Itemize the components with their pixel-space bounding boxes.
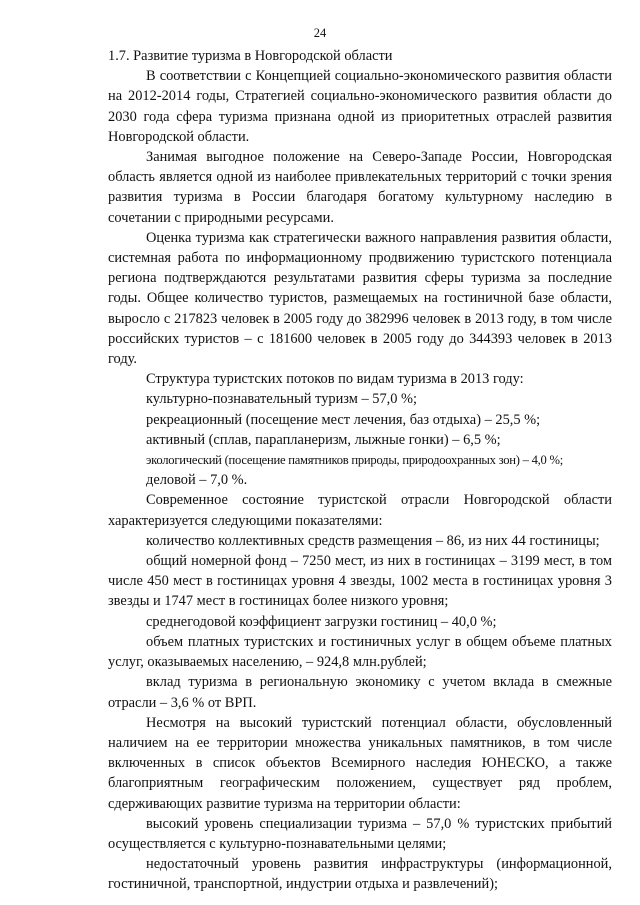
state-intro: Современное состояние туристской отрасли Новгородской области характеризуется следующими показателями:	[108, 492, 612, 529]
paragraph-assessment: Оценка туризма как стратегически важного направления развития области, системная работа по информационному продвижению туристского потенциала региона подтверждаются результатами развития сферы туризма за последние годы. Общее количество туристов, размещаемых на гостиничной базе области, выросло с 217823 человек в 2005 году до 382996 человек в 2013 году, в том числе российских туристов – с 181600 человек в 2005 году до 344393 человек в 2013 году.	[108, 229, 612, 368]
problem-item: недостаточный уровень развития инфраструктуры (информационной, гостиничной, транспортной, индустрии отдыха и развлечений);	[108, 856, 612, 893]
structure-item: активный (сплав, парапланеризм, лыжные гонки) – 6,5 %;	[146, 431, 501, 448]
structure-item: рекреационный (посещение мест лечения, баз отдыха) – 25,5 %;	[146, 411, 541, 428]
structure-item: культурно-познавательный туризм – 57,0 %;	[146, 391, 418, 408]
page-number: 24	[313, 26, 327, 40]
structure-item: экологический (посещение памятников природы, природоохранных зон) – 4,0 %;	[146, 453, 563, 468]
structure-item: деловой – 7,0 %.	[146, 472, 248, 489]
problems-intro: Несмотря на высокий туристский потенциал области, обусловленный наличием на ее территории множества уникальных памятников, в том числе включенных в список объектов Всемирного наследия ЮНЕСКО, а также благоприятным географическим положением, существует ряд проблем, сдерживающих развитие туризма на территории области:	[108, 714, 612, 812]
state-item: количество коллективных средств размещения – 86, из них 44 гостиницы;	[146, 532, 600, 549]
document-body	[108, 46, 612, 895]
state-item: вклад туризма в региональную экономику с учетом вклада в смежные отрасли – 3,6 % от ВРП.	[108, 674, 612, 711]
state-item: объем платных туристских и гостиничных услуг в общем объеме платных услуг, оказываемых населению, – 924,8 млн.рублей;	[108, 633, 612, 671]
state-item: общий номерной фонд – 7250 мест, из них в гостиницах – 3199 мест, в том числе 450 мест в гостиницах уровня 4 звезды, 1002 места в гостиницах уровня 3 звезды и 1747 мест в гостиницах более низкого уровня;	[108, 553, 612, 610]
problem-item: высокий уровень специализации туризма – 57,0 % туристских прибытий осуществляется с культурно-познавательными целями;	[108, 815, 612, 852]
structure-intro: Структура туристских потоков по видам туризма в 2013 году:	[146, 371, 524, 388]
paragraph-concept: В соответствии с Концепцией социально-экономического развития области на 2012-2014 годы, Стратегией социально-экономического развития области до 2030 года сфера туризма признана одной из приоритетных отраслей развития Новгородской области.	[108, 68, 612, 145]
state-item: среднегодовой коэффициент загрузки гостиниц – 40,0 %;	[146, 613, 497, 630]
section-title: 1.7. Развитие туризма в Новгородской области	[108, 48, 393, 64]
paragraph-position: Занимая выгодное положение на Северо-Западе России, Новгородская область является одной из наиболее привлекательных территорий с точки зрения развития туризма в России благодаря богатому культурному наследию в сочетании с природными ресурсами.	[108, 149, 612, 226]
